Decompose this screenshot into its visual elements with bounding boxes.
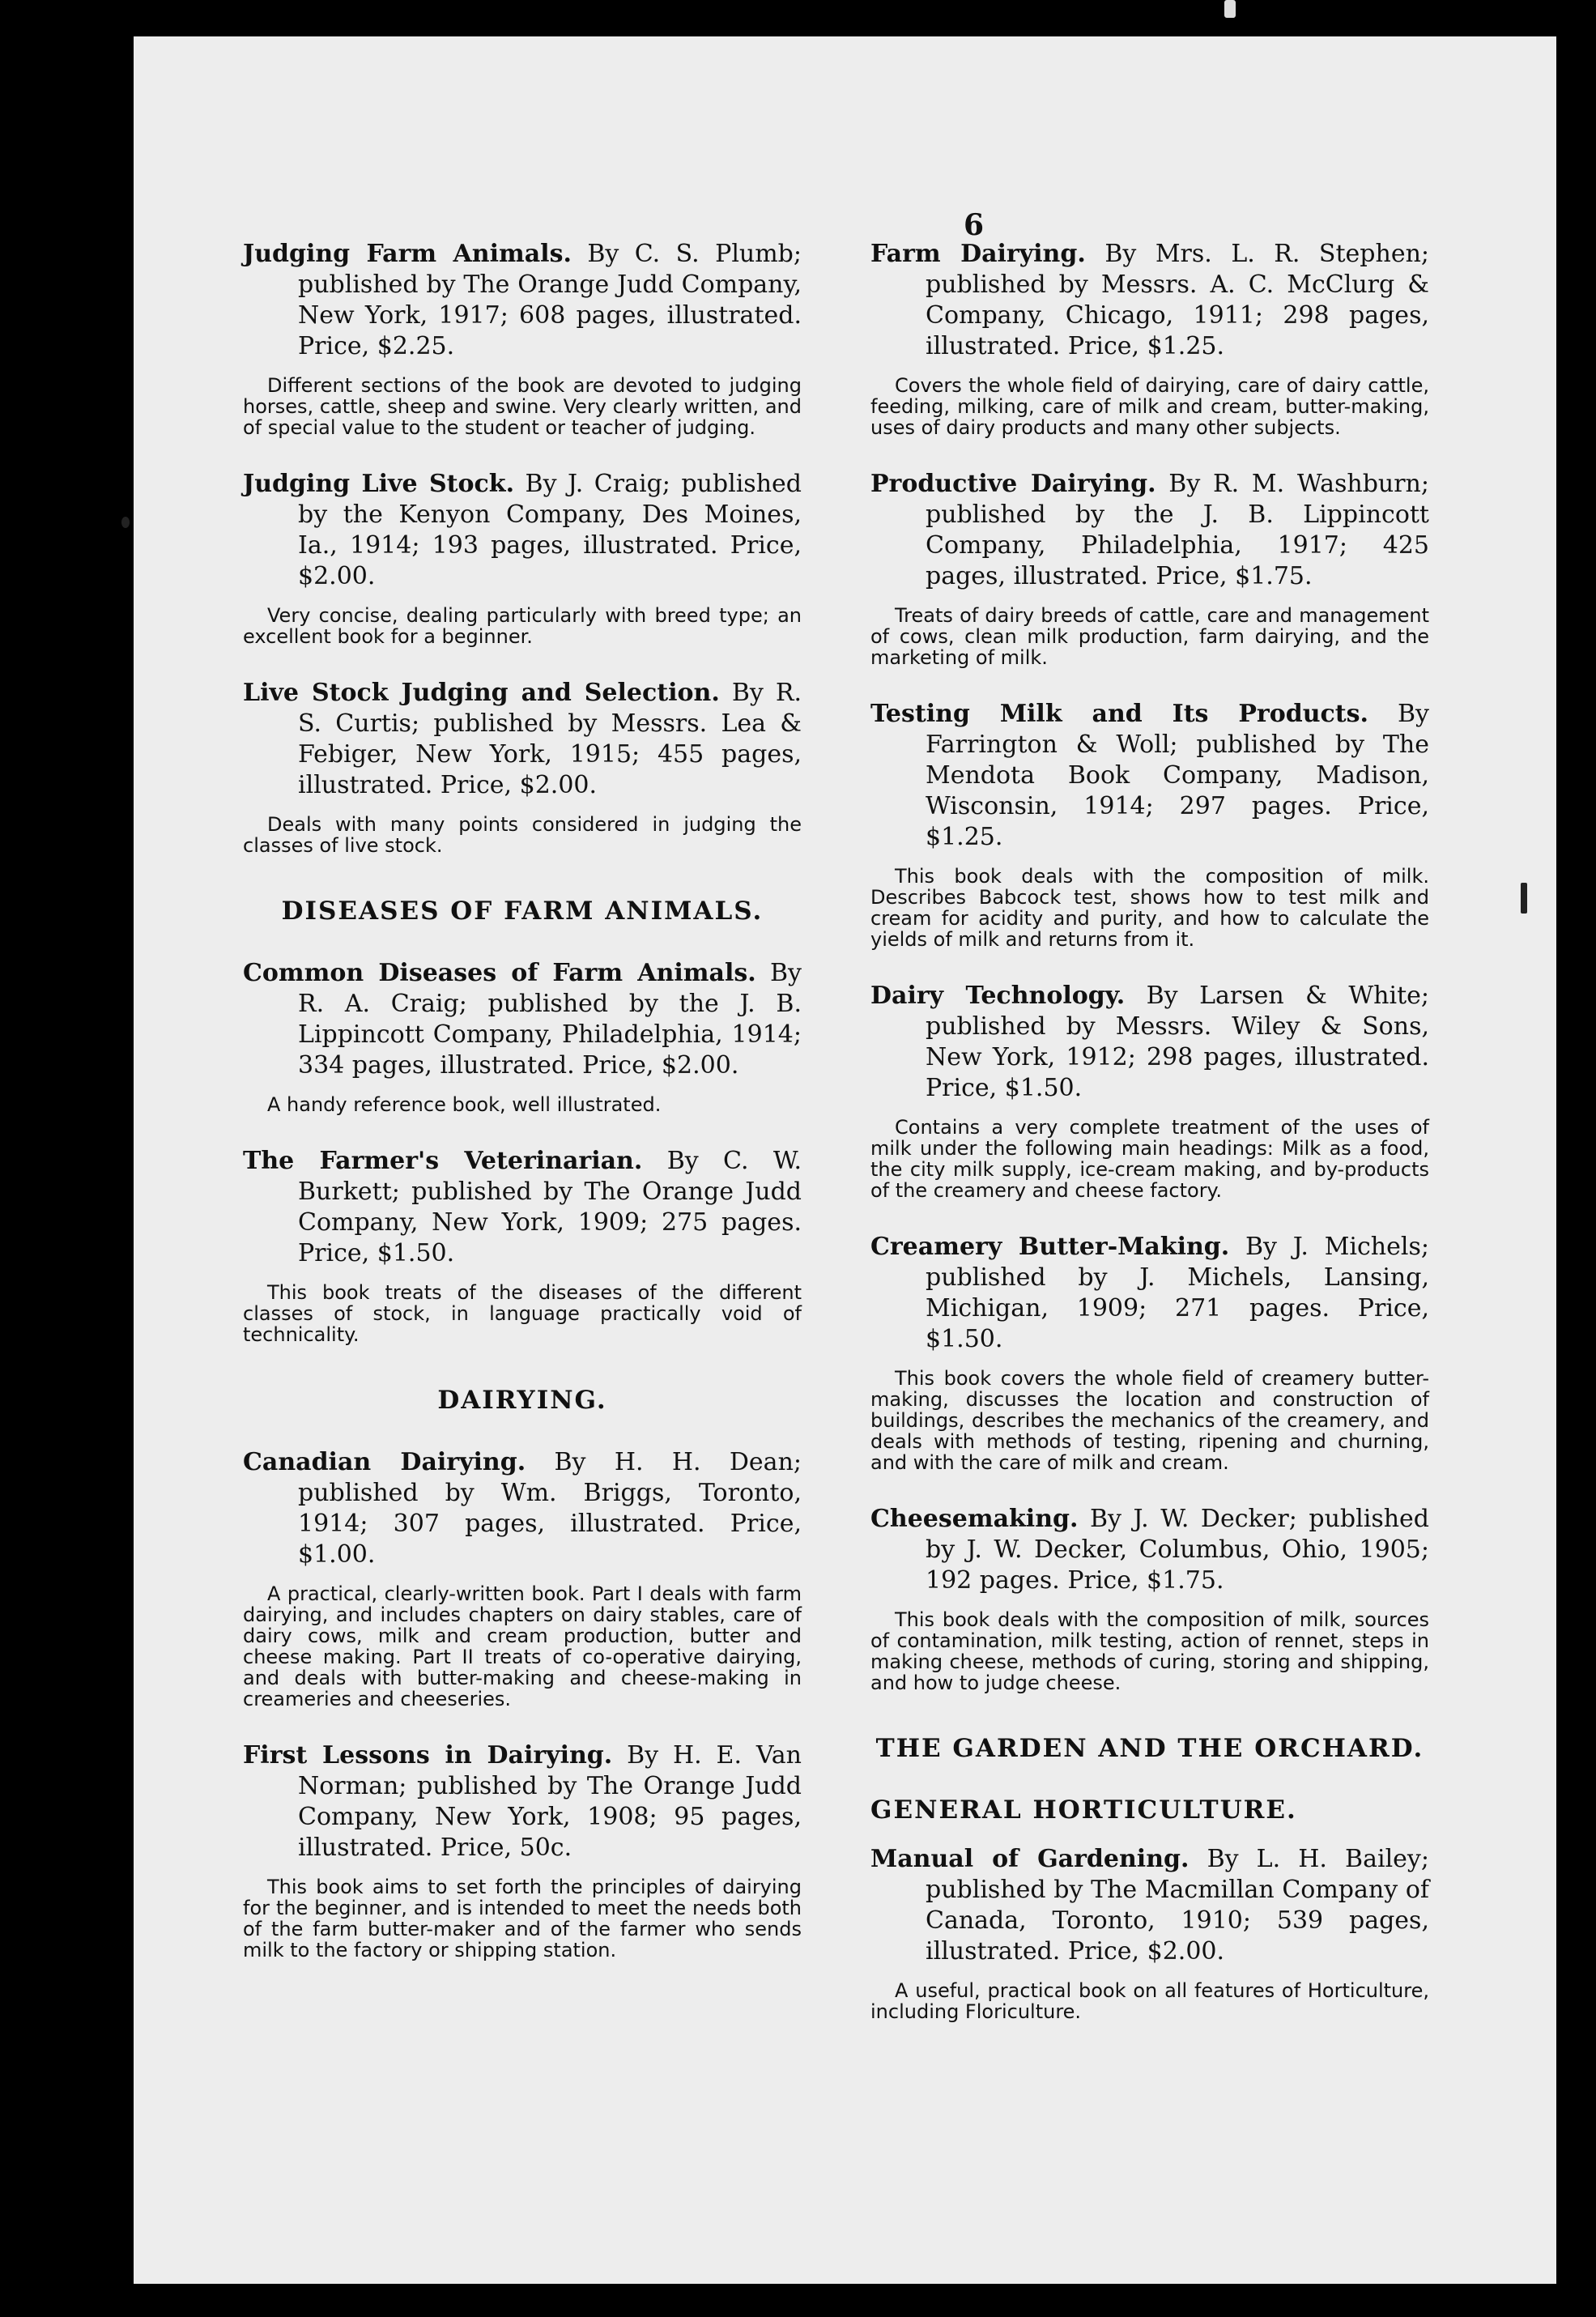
book-title: Judging Farm Animals. xyxy=(243,240,572,268)
book-description: This book aims to set forth the principles of dairying for the beginner, and is intended to meet the needs both of the farm butter-maker and of the farmer who sends milk to the factory or shipping station. xyxy=(243,1876,802,1961)
book-entry xyxy=(870,1844,1429,2022)
scan-speck xyxy=(1224,0,1236,18)
book-description: Contains a very complete treatment of the uses of milk under the following main headings: Milk as a food, the city milk supply, ice-cream making, and by-products of the creamery and cheese factory. xyxy=(870,1116,1429,1202)
page-number: 6 xyxy=(964,208,985,242)
book-details: By Larsen & White; published by Messrs. Wiley & Sons, New York, 1912; 298 pages, illustrated. Price, $1.50. xyxy=(926,982,1430,1102)
book-details: By J. Michels; published by J. Michels, Lansing, Michigan, 1909; 271 pages. Price, $1.50. xyxy=(926,1233,1429,1353)
book-details: By H. E. Van Norman; published by The Orange Judd Company, New York, 1908; 95 pages, illustrated. Price, 50c. xyxy=(298,1741,802,1862)
book-description: Very concise, dealing particularly with breed type; an excellent book for a beginner. xyxy=(243,604,802,648)
book-details: By H. H. Dean; published by Wm. Briggs, Toronto, 1914; 307 pages, illustrated. Price, $1.00. xyxy=(298,1448,802,1569)
book-description: A practical, clearly-written book. Part I deals with farm dairying, and includes chapters on dairy stables, care of dairy cows, milk and cream production, butter and cheese making. Part II treats of co-operative dairying, and deals with butter-making and cheese-making in creameries and cheeseries. xyxy=(243,1582,802,1710)
book-title: Creamery Butter-Making. xyxy=(870,1233,1230,1261)
book-entry xyxy=(870,1504,1429,1693)
book-details: By J. W. Decker; published by J. W. Decker, Columbus, Ohio, 1905; 192 pages. Price, $1.75. xyxy=(926,1505,1429,1595)
book-description: Treats of dairy breeds of cattle, care and management of cows, clean milk production, farm dairying, and the marketing of milk. xyxy=(870,604,1429,669)
book-description: A handy reference book, well illustrated. xyxy=(267,1093,662,1116)
book-title: Productive Dairying. xyxy=(870,470,1156,498)
book-details: By R. A. Craig; published by the J. B. Lippincott Company, Philadelphia, 1914; 334 pages, illustrated. Price, $2.00. xyxy=(298,959,802,1080)
book-details: By J. Craig; published by the Kenyon Company, Des Moines, Ia., 1914; 193 pages, illustrated. Price, $2.00. xyxy=(298,470,802,590)
book-entry xyxy=(870,981,1429,1201)
book-title: Cheesemaking. xyxy=(870,1505,1079,1533)
book-details: By Mrs. L. R. Stephen; published by Messrs. A. C. McClurg & Company, Chicago, 1911; 298 pages, illustrated. Price, $1.25. xyxy=(926,240,1429,360)
book-title: Manual of Gardening. xyxy=(870,1845,1190,1873)
section-heading: DAIRYING. xyxy=(437,1386,607,1415)
book-details: By R. S. Curtis; published by Messrs. Lea & Febiger, New York, 1915; 455 pages, illustrated. Price, $2.00. xyxy=(298,679,802,799)
book-title: Judging Live Stock. xyxy=(243,470,515,498)
book-description: This book deals with the composition of milk. Describes Babcock test, shows how to test milk and cream for acidity and purity, and how to calculate the yields of milk and returns from it. xyxy=(870,865,1429,951)
book-details: By C. S. Plumb; published by The Orange Judd Company, New York, 1917; 608 pages, illustrated. Price, $2.25. xyxy=(298,240,802,360)
book-description: This book covers the whole field of creamery butter-making, discusses the location and construction of buildings, describes the mechanics of the creamery, and deals with methods of testing, ripening and churning, and with the care of milk and cream. xyxy=(870,1367,1429,1474)
book-description: Different sections of the book are devoted to judging horses, cattle, sheep and swine. Very clearly written, and of special value to the student or teacher of judging. xyxy=(243,374,802,439)
section-heading: DISEASES OF FARM ANIMALS. xyxy=(281,897,764,926)
book-entry xyxy=(243,678,802,856)
book-title: Live Stock Judging and Selection. xyxy=(243,679,720,707)
scan-speck xyxy=(121,517,130,528)
book-title: Farm Dairying. xyxy=(870,240,1086,268)
subsection-heading: GENERAL HORTICULTURE. xyxy=(870,1795,1297,1825)
section-heading: THE GARDEN AND THE ORCHARD. xyxy=(875,1734,1424,1763)
book-description: Covers the whole field of dairying, care of dairy cattle, feeding, milking, care of milk and cream, butter-making, uses of dairy products and many other subjects. xyxy=(870,374,1429,439)
book-entry xyxy=(243,239,802,438)
book-title: Testing Milk and Its Products. xyxy=(870,700,1368,728)
book-entry xyxy=(870,239,1429,438)
book-entry xyxy=(870,1232,1429,1473)
book-entry xyxy=(870,699,1429,950)
book-description: Deals with many points considered in judging the classes of live stock. xyxy=(243,813,802,857)
book-title: Common Diseases of Farm Animals. xyxy=(243,959,756,987)
scan-speck xyxy=(1521,883,1527,914)
book-entry xyxy=(243,1146,802,1345)
book-details: By L. H. Bailey; published by The Macmillan Company of Canada, Toronto, 1910; 539 pages, illustrated. Price, $2.00. xyxy=(926,1845,1429,1966)
book-description: This book deals with the composition of milk, sources of contamination, milk testing, action of rennet, steps in making cheese, methods of curing, storing and shipping, and how to judge cheese. xyxy=(870,1608,1429,1694)
book-entry xyxy=(870,469,1429,668)
left-column xyxy=(243,239,802,1991)
book-details: By Farrington & Woll; published by The Mendota Book Company, Madison, Wisconsin, 1914; 297 pages. Price, $1.25. xyxy=(926,700,1429,851)
book-title: Dairy Technology. xyxy=(870,982,1126,1010)
book-title: The Farmer's Veterinarian. xyxy=(243,1147,643,1175)
book-title: First Lessons in Dairying. xyxy=(243,1741,613,1770)
book-description: A useful, practical book on all features of Horticulture, including Floriculture. xyxy=(870,1979,1429,2023)
book-details: By R. M. Washburn; published by the J. B. Lippincott Company, Philadelphia, 1917; 425 pages, illustrated. Price, $1.75. xyxy=(926,470,1429,590)
book-entry xyxy=(243,1740,802,1961)
book-entry xyxy=(243,958,802,1115)
book-title: Canadian Dairying. xyxy=(243,1448,526,1476)
book-description: This book treats of the diseases of the different classes of stock, in language practically void of technicality. xyxy=(243,1281,802,1346)
next-page-edge xyxy=(1548,36,1556,2284)
book-entry xyxy=(243,1447,802,1710)
right-column xyxy=(870,239,1429,2053)
book-details: By C. W. Burkett; published by The Orange Judd Company, New York, 1909; 275 pages. Price, $1.50. xyxy=(298,1147,802,1267)
book-entry xyxy=(243,469,802,647)
